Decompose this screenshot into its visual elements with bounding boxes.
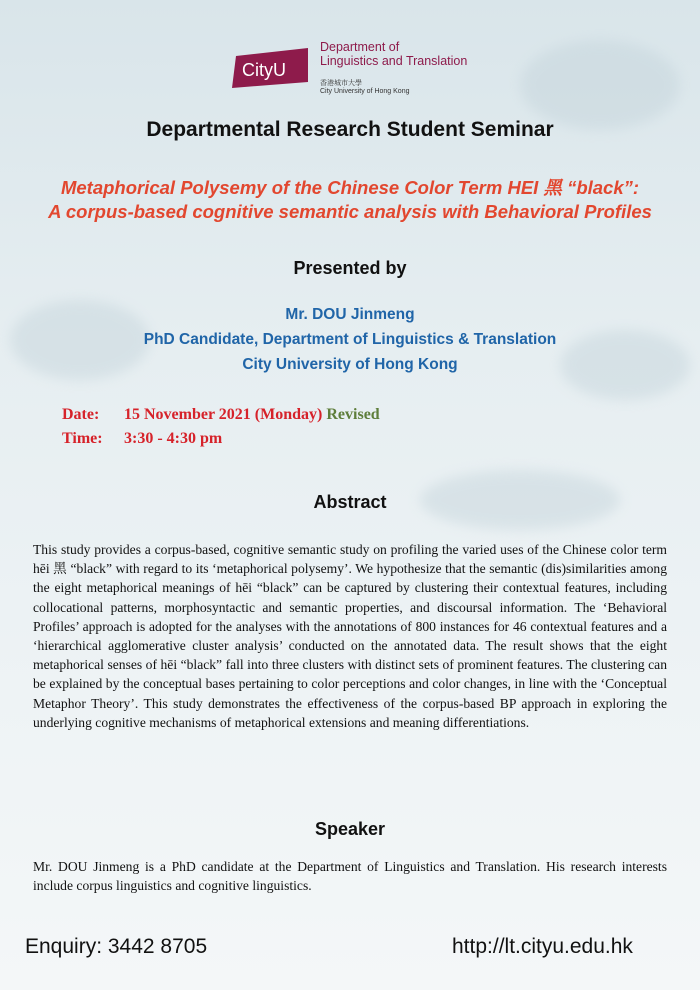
- department-name: Department of Linguistics and Translation: [320, 40, 468, 68]
- cityu-logo-mark: [232, 48, 312, 88]
- date-label: Date:: [62, 406, 100, 423]
- cityu-logo: [232, 38, 472, 96]
- presenter-name: Mr. DOU Jinmeng: [285, 306, 415, 323]
- time-label: Time:: [62, 430, 103, 447]
- university-name: 香港城市大學 City University of Hong Kong: [320, 80, 410, 95]
- time-value: 3:30 - 4:30 pm: [124, 430, 223, 447]
- talk-title-line1: Metaphorical Polysemy of the Chinese Color Term HEI 黑 “black”:: [60, 177, 640, 198]
- seminar-heading: Departmental Research Student Seminar: [146, 118, 554, 141]
- background-texture: [520, 40, 680, 130]
- talk-title-line2: A corpus-based cognitive semantic analysis with Behavioral Profiles: [48, 201, 652, 222]
- speaker-bio: Mr. DOU Jinmeng is a PhD candidate at the Department of Linguistics and Translation. His research interests include corpus linguistics and cognitive linguistics.: [33, 859, 667, 894]
- presenter-role: PhD Candidate, Department of Linguistics & Translation: [143, 331, 557, 348]
- presented-by-heading: Presented by: [293, 258, 407, 278]
- speaker-heading: Speaker: [314, 819, 386, 839]
- website-link[interactable]: http://lt.cityu.edu.hk: [452, 935, 633, 958]
- enquiry-phone: Enquiry: 3442 8705: [25, 935, 208, 958]
- date-row: [62, 406, 380, 424]
- talk-title: [0, 176, 700, 224]
- time-row: [62, 430, 222, 448]
- revised-badge: Revised: [326, 406, 380, 423]
- presenter-university: City University of Hong Kong: [242, 356, 458, 373]
- svg-text:CityU: CityU: [242, 60, 286, 80]
- abstract-heading: Abstract: [313, 492, 387, 512]
- abstract-text: This study provides a corpus-based, cognitive semantic study on profiling the varied uses of the Chinese color term hēi 黑 “black” with regard to its ‘metaphorical polysemy’. We hypothesize that the semantic (dis)similarities among the eight metaphorical meanings of hēi “black” can be captured by clustering their contextual features, including collocational patterns, morphosyntactic and semantic properties, and discoursal information. The ‘Behavioral Profiles’ approach is adopted for the analyses with the annotations of 800 instances for 46 contextual features and a ‘hierarchical agglomerative cluster analysis’ conducted on the annotated data. The result shows that the eight metaphorical senses of hēi “black” fall into three clusters with distinct sets of prominent features. The clustering can be explained by the conceptual bases pertaining to color perceptions and color changes, in line with the ‘Conceptual Metaphor Theory’. This study demonstrates the effectiveness of the corpus-based BP approach in exploring the underlying cognitive mechanisms of metaphorical extensions and meaning differentiations.: [33, 542, 667, 730]
- date-value: 15 November 2021 (Monday): [124, 406, 323, 423]
